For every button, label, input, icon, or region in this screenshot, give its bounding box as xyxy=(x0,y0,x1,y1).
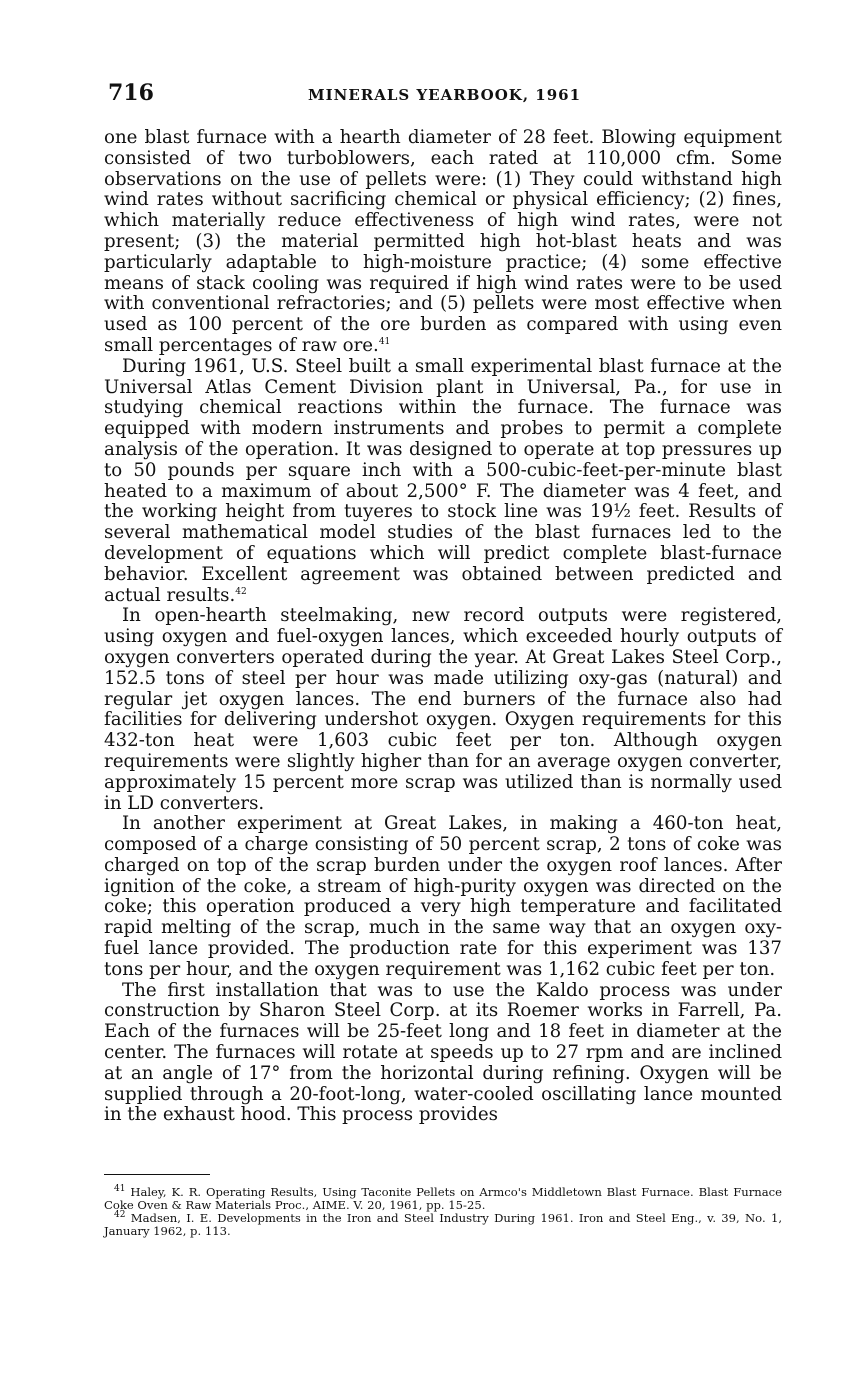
footnote-ref: 41 xyxy=(378,336,391,347)
paragraph xyxy=(104,981,782,1127)
footnote-text: Madsen, I. E. Developments in the Iron and Steel Industry During 1961. Iron and Steel Eng., v. 39, No. 1, January 1962, p. 113. xyxy=(104,1211,783,1238)
paragraph-text: one blast furnace with a hearth diameter of 28 feet. Blowing equipment consisted of two turboblowers, each rated at 110,000 cfm. Some observations on the use of pellets were: (1) They could withstand high wind rates without sacrificing chemical or physical efficiency; (2) fines, which materially reduce effectiveness of high wind rates, were not present; (3) the material permitted high hot-blast heats and was particularly adaptable to high-moisture practice; (4) some effective means of stack cooling was required if high wind rates were to be used with conventional refractories; and (5) pellets were most effective when used as 100 percent of the ore burden as compared with using even small percentages of raw ore. xyxy=(104,127,782,356)
paragraph-text: In another experiment at Great Lakes, in making a 460-ton heat, composed of a charge consisting of 50 percent scrap, 2 tons of coke was charged on top of the scrap burden under the oxygen roof lances. After ignition of the coke, a stream of high-purity oxygen was directed on the coke; this operation produced a very high temperature and facilitated rapid melting of the scrap, much in the same way that an oxygen oxy-fuel lance provided. The production rate for this experiment was 137 tons per hour, and the oxygen requirement was 1,162 cubic feet per ton. xyxy=(104,813,782,980)
body-text xyxy=(104,128,782,1126)
paragraph xyxy=(104,606,782,814)
paragraph-text: The first installation that was to use the Kaldo process was under construction by Sharon Steel Corp. at its Roemer works in Farrell, Pa. Each of the furnaces will be 25-feet long and 18 feet in diameter at the center. The furnaces will rotate at speeds up to 27 rpm and are inclined at an angle of 17° from the horizontal during refining. Oxygen will be supplied through a 20-foot-long, water-cooled oscillating lance mounted in the exhaust hood. This process provides xyxy=(104,979,782,1126)
paragraph xyxy=(104,814,782,980)
page-header xyxy=(108,80,780,110)
footnote xyxy=(104,1212,782,1238)
footnote-number: 42 xyxy=(114,1210,126,1221)
footnote-ref: 42 xyxy=(235,586,247,597)
page-number: 716 xyxy=(108,80,154,106)
paragraph-text: During 1961, U.S. Steel built a small experimental blast furnace at the Universal Atlas Cement Division plant in Universal, Pa., for use in studying chemical reactions within the furnace. The furnace was equipped with modern instruments and probes to permit a complete analysis of the operation. It was designed to operate at top pressures up to 50 pounds per square inch with a 500-cubic-feet-per-minute blast heated to a maximum of about 2,500° F. The diameter was 4 feet, and the working height from tuyeres to stock line was 19½ feet. Results of several mathematical model studies of the blast furnaces led to the development of equations which will predict complete blast-furnace behavior. Excellent agreement was obtained between predicted and actual results. xyxy=(104,355,782,606)
footnote-text: Haley, K. R. Operating Results, Using Taconite Pellets on Armco's Middletown Blast Furnace. Blast Furnace Coke Oven & Raw Materials Proc., AIME. V. 20, 1961, pp. 15-25. xyxy=(104,1185,782,1212)
footnote-number: 41 xyxy=(114,1184,126,1195)
paragraph xyxy=(104,357,782,607)
paragraph-text: In open-hearth steelmaking, new record outputs were registered, using oxygen and fuel-oxygen lances, which exceeded hourly outputs of oxygen converters operated during the year. At Great Lakes Steel Corp., 152.5 tons of steel per hour was made utilizing oxy-gas (natural) and regular jet oxygen lances. The end burners of the furnace also had facilities for delivering undershot oxygen. Oxygen requirements for this 432-ton heat were 1,603 cubic feet per ton. Although oxygen requirements were slightly higher than for an average oxygen converter, approximately 15 percent more scrap was utilized than is normally used in LD converters. xyxy=(104,605,782,814)
running-head: MINERALS YEARBOOK, 1961 xyxy=(308,86,582,104)
footnote-divider xyxy=(104,1174,210,1175)
paragraph xyxy=(104,128,782,357)
footnotes xyxy=(104,1186,782,1238)
footnote xyxy=(104,1186,782,1212)
